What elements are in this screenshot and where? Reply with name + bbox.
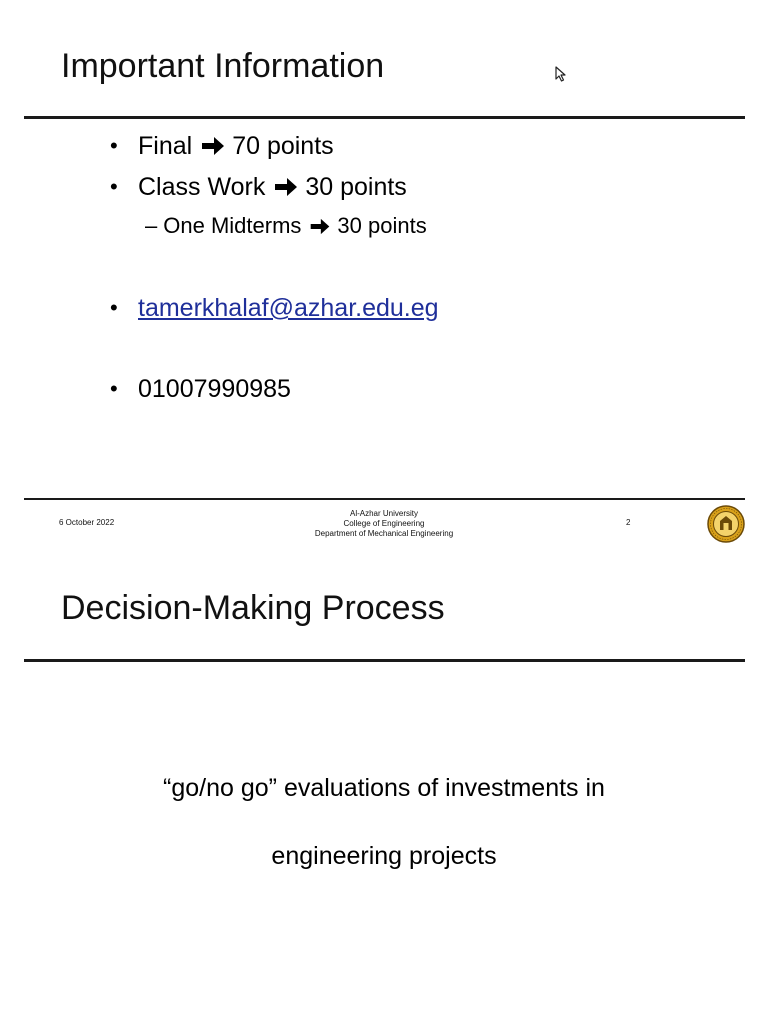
bullet-class-work	[110, 172, 407, 202]
slide-body-line-2: engineering projects	[271, 842, 497, 870]
sub-bullet-midterms-label: One Midterms	[163, 213, 302, 238]
bullet-dot: •	[110, 376, 118, 401]
title-underline	[24, 116, 745, 119]
bullet-dot: •	[110, 133, 118, 158]
sub-bullet-dash: –	[145, 213, 158, 238]
bullet-final-value: 70 points	[232, 132, 334, 160]
footer-page-number: 2	[626, 518, 631, 527]
footer-college: College of Engineering	[343, 519, 425, 528]
footer-date: 6 October 2022	[59, 518, 115, 527]
slide-title-important-information: Important Information	[61, 47, 385, 85]
sub-bullet-midterms-value: 30 points	[337, 213, 427, 238]
bullet-class-work-label: Class Work	[138, 173, 266, 201]
right-arrow-icon	[309, 217, 331, 236]
sub-bullet-midterms	[145, 212, 427, 240]
bullet-dot: •	[110, 174, 118, 199]
footer-department: Department of Mechanical Engineering	[314, 529, 454, 538]
bullet-dot: •	[110, 295, 118, 320]
title-underline	[24, 659, 745, 662]
email-link[interactable]: tamerkhalaf@azhar.edu.eg	[138, 294, 439, 322]
footer-institution	[284, 509, 484, 539]
bullet-email	[110, 293, 439, 323]
university-seal-logo	[707, 503, 745, 545]
bullet-final-label: Final	[138, 132, 193, 160]
mouse-cursor-icon	[555, 66, 567, 82]
bullet-final	[110, 131, 334, 161]
footer-divider	[24, 498, 745, 500]
bullet-phone	[110, 374, 291, 404]
slide-title-decision-making: Decision-Making Process	[61, 589, 445, 627]
right-arrow-icon	[273, 176, 299, 198]
footer-university: Al-Azhar University	[349, 509, 418, 518]
right-arrow-icon	[200, 135, 226, 157]
slide-body-line-1: “go/no go” evaluations of investments in	[163, 774, 605, 802]
phone-number: 01007990985	[138, 375, 291, 403]
bullet-class-work-value: 30 points	[305, 173, 407, 201]
